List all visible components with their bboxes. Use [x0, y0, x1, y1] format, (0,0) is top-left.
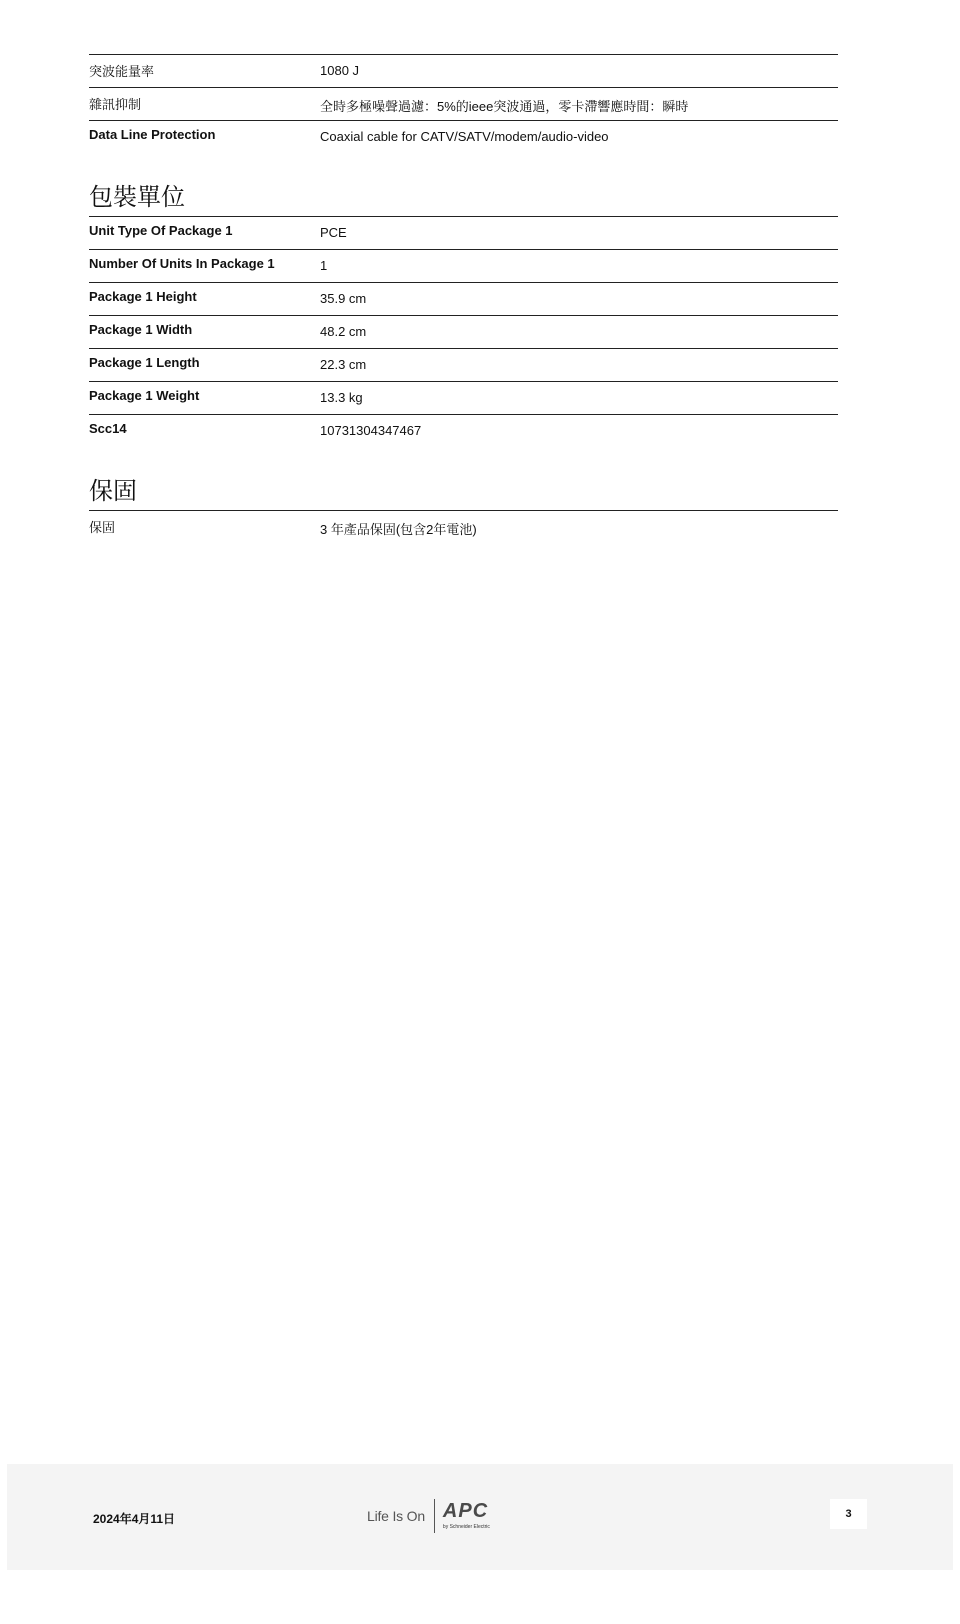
packaging-label: Package 1 Length	[89, 355, 200, 370]
spec-row	[89, 120, 838, 153]
spec-value: 全時多極噪聲過濾：5%的ieee突波通過，零卡滯響應時間：瞬時	[320, 99, 689, 114]
packaging-value: 1	[320, 258, 328, 273]
packaging-row	[89, 216, 838, 249]
packaging-row	[89, 414, 838, 447]
packaging-value: 35.9 cm	[320, 291, 367, 306]
packaging-value: PCE	[320, 225, 347, 240]
packaging-label: Package 1 Height	[89, 289, 197, 304]
packaging-label: Number Of Units In Package 1	[89, 256, 275, 271]
packaging-label: Scc14	[89, 421, 127, 436]
spec-table-top	[89, 54, 838, 153]
page-number: 3	[830, 1499, 867, 1529]
packaging-row	[89, 315, 838, 348]
spec-value: 1080 J	[320, 63, 360, 78]
apc-wordmark: APC	[442, 1500, 489, 1522]
packaging-row	[89, 381, 838, 414]
page-footer	[7, 1464, 953, 1570]
warranty-heading: 保固	[89, 478, 137, 505]
apc-subtitle: by Schneider Electric	[442, 1524, 490, 1530]
packaging-row	[89, 282, 838, 315]
packaging-row	[89, 348, 838, 381]
packaging-label: Package 1 Weight	[89, 388, 200, 403]
logo-divider	[434, 1499, 435, 1533]
warranty-label: 保固	[89, 520, 116, 535]
packaging-value: 10731304347467	[320, 423, 422, 438]
warranty-table	[89, 510, 838, 543]
warranty-row	[89, 510, 838, 543]
packaging-value: 13.3 kg	[320, 390, 363, 405]
footer-date: 2024年4月11日	[93, 1512, 176, 1526]
packaging-table	[89, 216, 838, 447]
spec-label: 雜訊抑制	[89, 97, 142, 112]
brand-logo	[367, 1496, 490, 1536]
packaging-label: Unit Type Of Package 1	[89, 223, 233, 238]
packaging-value: 22.3 cm	[320, 357, 367, 372]
spec-row	[89, 54, 838, 87]
spec-label: Data Line Protection	[89, 127, 216, 142]
warranty-value: 3 年產品保固(包含2年電池)	[320, 522, 477, 537]
spec-row	[89, 87, 838, 120]
packaging-label: Package 1 Width	[89, 322, 193, 337]
packaging-value: 48.2 cm	[320, 324, 367, 339]
life-is-on-tagline: Life Is On	[367, 1508, 425, 1524]
packaging-row	[89, 249, 838, 282]
spec-label: 突波能量率	[89, 64, 155, 79]
packaging-heading: 包裝單位	[89, 184, 185, 211]
spec-content	[89, 54, 838, 543]
spec-value: Coaxial cable for CATV/SATV/modem/audio-video	[320, 129, 609, 144]
apc-logo	[443, 1501, 490, 1531]
